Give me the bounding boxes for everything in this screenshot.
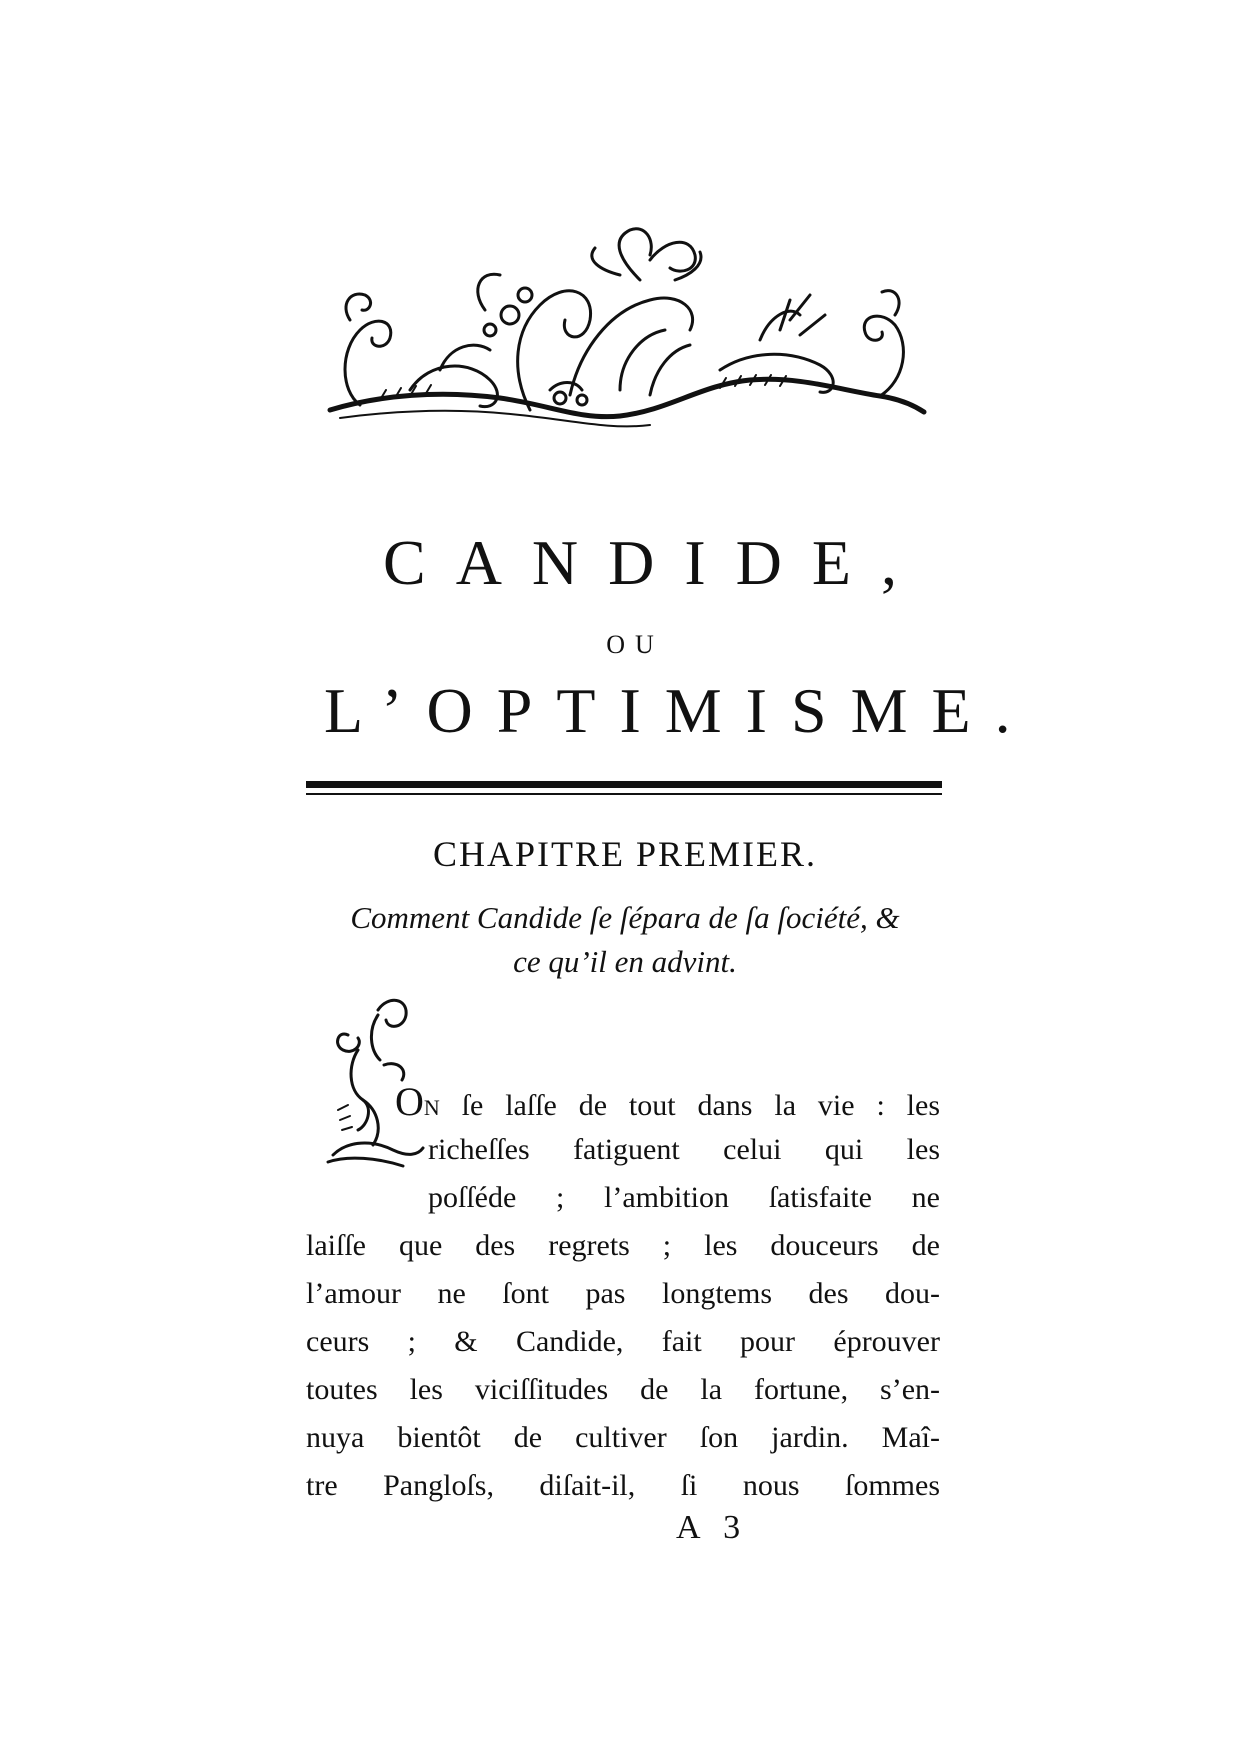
chapter-summary xyxy=(300,896,950,984)
initial-smallcap: N xyxy=(423,1095,440,1120)
body-line: l’amour ne ſont pas longtems des dou- xyxy=(306,1277,940,1310)
body-line: richeſſes fatiguent celui qui les xyxy=(428,1133,940,1166)
chapter-summary-line: Comment Candide ſe ſépara de ſa ſociété, & xyxy=(350,900,900,935)
body-line xyxy=(395,1079,940,1126)
body-line: ceurs ; & Candide, fait pour éprouver xyxy=(306,1325,940,1358)
body-line: laiſſe que des regrets ; les douceurs de xyxy=(306,1229,940,1262)
initial-letter: O xyxy=(395,1079,424,1124)
body-line: tre Pangloſs, diſait-il, ſi nous ſommes xyxy=(306,1469,940,1502)
body-line: poſſéde ; l’ambition ſatisfaite ne xyxy=(428,1181,940,1214)
book-title: CANDIDE, xyxy=(383,527,927,598)
chapter-heading: CHAPITRE PREMIER. xyxy=(432,834,818,874)
rococo-ornament-icon xyxy=(320,220,930,450)
body-line: toutes les viciſſitudes de la fortune, s’en- xyxy=(306,1373,940,1406)
body-line: nuya bientôt de cultiver ſon jardin. Maî- xyxy=(306,1421,940,1454)
book-subtitle: L’OPTIMISME. xyxy=(324,675,1035,746)
double-rule-thick xyxy=(306,781,942,788)
title-connector: OU xyxy=(606,630,664,659)
signature-mark: A 3 xyxy=(676,1509,749,1546)
double-rule-thin xyxy=(306,793,942,795)
chapter-summary-line: ce qu’il en advint. xyxy=(513,944,737,979)
body-line-text: ſe laſſe de tout dans la vie : les xyxy=(439,1089,940,1122)
